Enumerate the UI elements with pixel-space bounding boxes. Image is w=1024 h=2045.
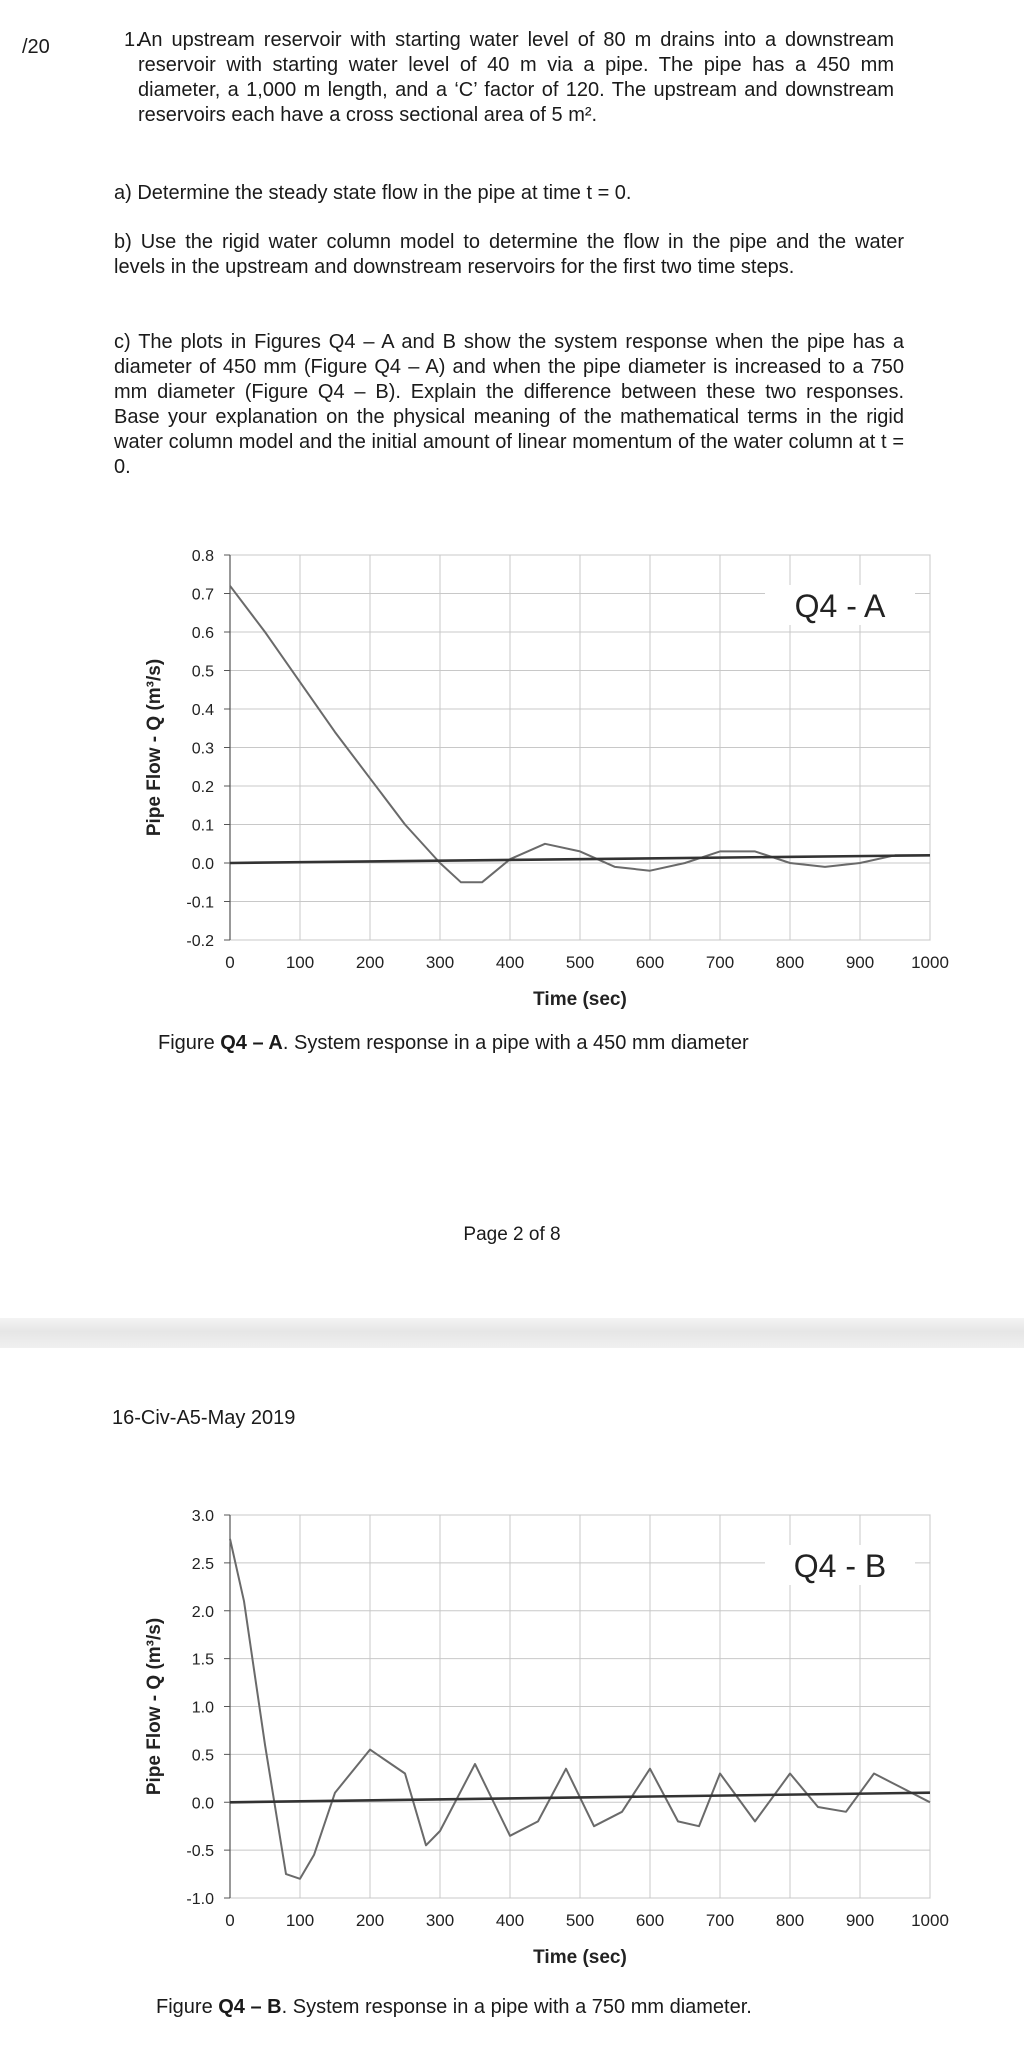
x-tick-label: 300 (425, 1911, 455, 1930)
x-tick-label: 600 (635, 953, 665, 972)
caption-label: Q4 – A (220, 1032, 283, 1054)
page-number: Page 2 of 8 (463, 1224, 561, 1245)
y-tick-label: -0.2 (186, 933, 214, 950)
part-c: c) The plots in Figures Q4 – A and B show the system response when the pipe has a diameter of 450 mm (Figure Q4 – A) and when the pipe diameter is increased to a 750 mm diameter (Figure Q4 – B). Explain the difference between these two responses. Base your explanation on the physical meaning of the mathematical terms in the rigid water column model and the initial amount of linear momentum of the water column at t = 0. (114, 331, 904, 478)
caption-prefix: Figure (156, 1996, 219, 2018)
x-tick-label: 200 (355, 1911, 385, 1930)
x-tick-label: 800 (775, 953, 805, 972)
y-tick-label: 2.5 (191, 1555, 214, 1573)
x-tick-label: 500 (565, 1911, 595, 1930)
chart-title: Q4 - B (793, 1548, 887, 1584)
x-tick-label: 200 (355, 953, 385, 972)
x-tick-label: 500 (565, 953, 595, 972)
x-tick-label: 0 (225, 953, 235, 972)
chart-title: Q4 - A (794, 588, 886, 624)
y-tick-label: 3.0 (191, 1508, 214, 1525)
y-axis-label: Pipe Flow - Q (m³/s) (144, 658, 165, 837)
x-tick-label: 400 (495, 953, 525, 972)
page-divider (0, 1318, 1024, 1348)
y-tick-label: 0.1 (191, 817, 214, 835)
part-a: a) Determine the steady state flow in the pipe at time t = 0. (114, 182, 632, 204)
caption-label: Q4 – B (218, 1996, 282, 2018)
x-tick-label: 1000 (911, 953, 949, 972)
x-tick-label: 100 (285, 1911, 315, 1930)
y-tick-label: 0.0 (191, 856, 214, 873)
y-tick-label: 0.4 (191, 702, 214, 719)
x-tick-label: 600 (635, 1911, 665, 1930)
question-text: An upstream reservoir with starting water level of 80 m drains into a downstream reservoir with starting water level of 40 m via a pipe. The pipe has a 450 mm diameter, a 1,000 m length, and a ‘C’ factor of 120. The upstream and downstream reservoirs each have a cross sectional area of 5 m². (138, 29, 894, 126)
x-axis-label: Time (sec) (533, 989, 627, 1010)
y-tick-label: -0.5 (186, 1843, 214, 1861)
y-tick-label: 1.0 (191, 1699, 214, 1717)
chart-q4-a (140, 540, 980, 1030)
y-tick-label: 0.3 (191, 740, 214, 758)
y-tick-label: 0.5 (191, 1747, 214, 1765)
caption-prefix: Figure (158, 1032, 221, 1054)
x-tick-label: 900 (845, 953, 875, 972)
x-tick-label: 300 (425, 953, 455, 972)
caption-q4-a (158, 1032, 749, 1055)
caption-text: . System response in a pipe with a 750 mm diameter. (281, 1996, 752, 2018)
question-number: 1. (124, 29, 141, 51)
part-b: b) Use the rigid water column model to determine the flow in the pipe and the water levels in the upstream and downstream reservoirs for the first two time steps. (114, 231, 904, 278)
x-tick-label: 700 (705, 953, 735, 972)
x-tick-label: 800 (775, 1911, 805, 1930)
document-id: 16-Civ-A5-May 2019 (112, 1407, 296, 1429)
y-tick-label: -1.0 (186, 1891, 214, 1908)
y-tick-label: 0.8 (191, 548, 214, 565)
y-tick-label: 2.0 (191, 1603, 214, 1621)
y-tick-label: 0.6 (191, 625, 214, 642)
y-tick-label: 0.0 (191, 1795, 214, 1813)
x-axis-label: Time (sec) (533, 1947, 627, 1968)
x-tick-label: 1000 (911, 1911, 949, 1930)
y-tick-label: 1.5 (191, 1651, 214, 1669)
chart-q4-b (140, 1500, 980, 1980)
y-tick-label: 0.2 (191, 779, 214, 796)
x-tick-label: 900 (845, 1911, 875, 1930)
y-tick-label: 0.7 (191, 586, 214, 604)
x-tick-label: 400 (495, 1911, 525, 1930)
marks-label: /20 (22, 36, 50, 58)
x-tick-label: 100 (285, 953, 315, 972)
y-tick-label: -0.1 (186, 894, 214, 912)
caption-text: . System response in a pipe with a 450 mm diameter (282, 1032, 749, 1054)
x-tick-label: 0 (225, 1911, 235, 1930)
y-axis-label: Pipe Flow - Q (m³/s) (144, 1617, 165, 1796)
y-tick-label: 0.5 (191, 663, 214, 681)
x-tick-label: 700 (705, 1911, 735, 1930)
caption-q4-b (156, 1996, 752, 2019)
